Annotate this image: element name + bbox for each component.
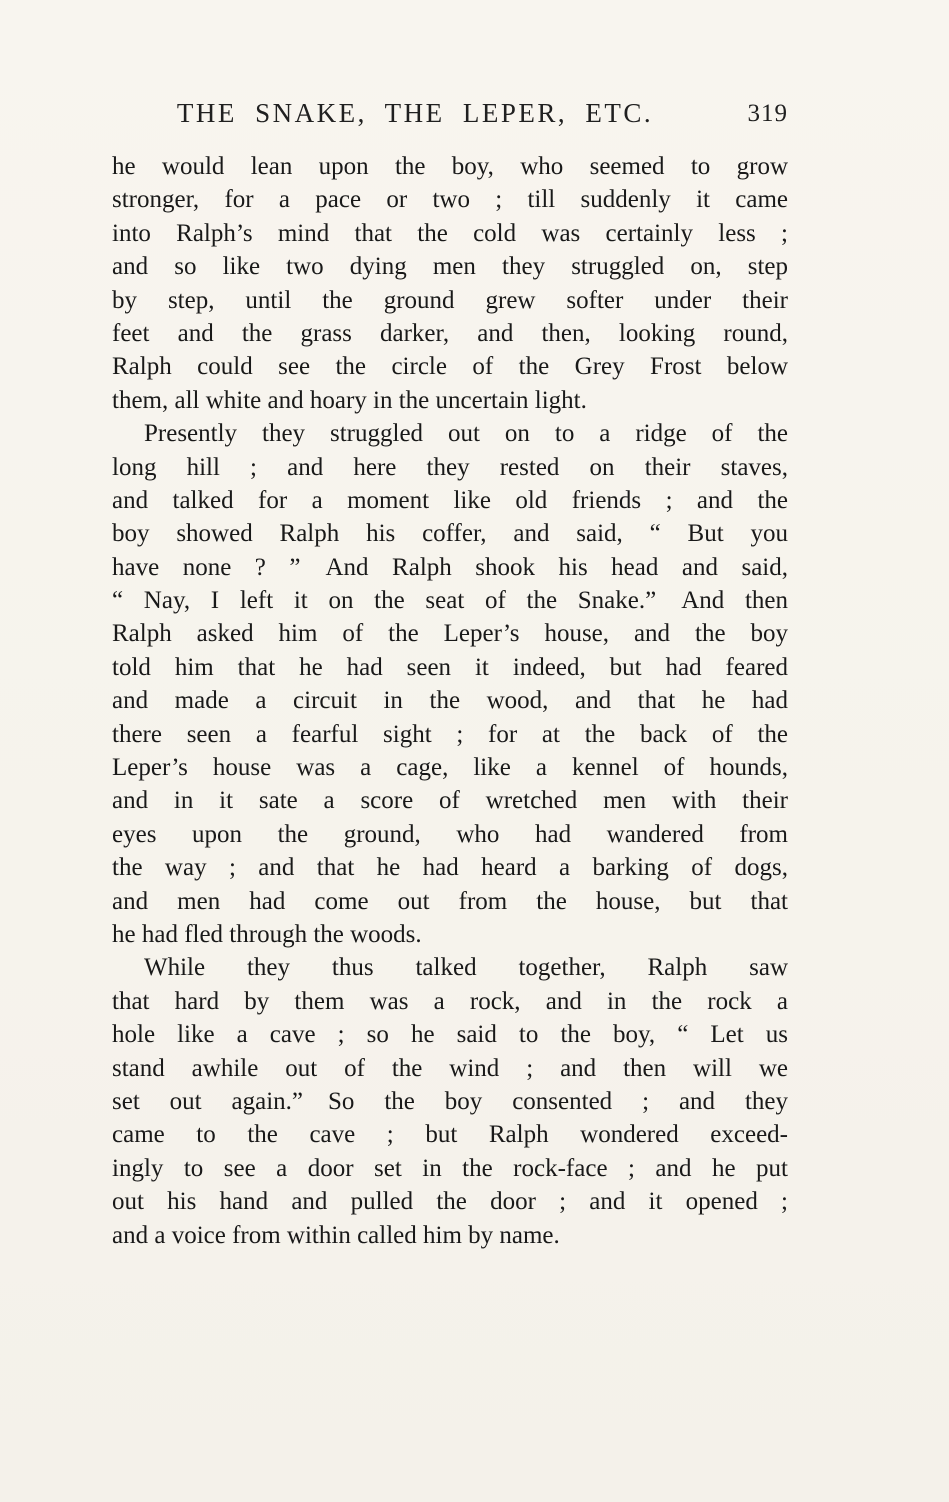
text-line: boy showed Ralph his coffer, and said, “ But you [112, 520, 788, 548]
text-line: ingly to see a door set in the rock-face ; and he put [112, 1154, 788, 1182]
text-line: came to the cave ; but Ralph wondered exceed- [112, 1121, 788, 1149]
paragraph [112, 417, 788, 951]
text-line: hole like a cave ; so he said to the boy, “ Let us [112, 1021, 788, 1049]
text-line: and a voice from within called him by name. [112, 1221, 560, 1249]
text-line: “ Nay, I left it on the seat of the Snake.” And then [112, 587, 788, 615]
text-line: told him that he had seen it indeed, but had feared [112, 653, 788, 681]
text-line: eyes upon the ground, who had wandered from [112, 820, 788, 848]
text-line: long hill ; and here they rested on their staves, [112, 453, 788, 481]
text-line: and so like two dying men they struggled on, step [112, 253, 788, 281]
page-number: 319 [747, 100, 788, 127]
text-line: stronger, for a pace or two ; till suddenly it came [112, 186, 788, 214]
text-line: Presently they struggled out on to a ridge of the [144, 420, 788, 448]
text-line: that hard by them was a rock, and in the rock a [112, 987, 788, 1015]
text-line: he would lean upon the boy, who seemed to grow [112, 153, 788, 180]
text-line: by step, until the ground grew softer under their [112, 286, 788, 314]
text-line: Leper’s house was a cage, like a kennel of hounds, [112, 754, 788, 782]
text-block [112, 150, 788, 1252]
text-line: While they thus talked together, Ralph saw [144, 954, 788, 982]
text-line: feet and the grass darker, and then, looking round, [112, 319, 788, 347]
text-line: and made a circuit in the wood, and that he had [112, 687, 788, 715]
text-line: them, all white and hoary in the uncertain light. [112, 386, 587, 414]
text-line: the way ; and that he had heard a barking of dogs, [112, 854, 788, 882]
text-line: and talked for a moment like old friends ; and the [112, 486, 788, 514]
running-header [112, 98, 788, 134]
text-line: set out again.” So the boy consented ; and they [112, 1087, 788, 1115]
text-line: there seen a fearful sight ; for at the back of the [112, 720, 788, 748]
text-line: out his hand and pulled the door ; and it opened ; [112, 1188, 788, 1216]
text-line: Ralph could see the circle of the Grey Frost below [112, 353, 788, 381]
text-line: and men had come out from the house, but that [112, 887, 788, 915]
text-line: and in it sate a score of wretched men with their [112, 787, 788, 815]
text-line: have none ? ” And Ralph shook his head and said, [112, 553, 788, 581]
text-line: he had fled through the woods. [112, 920, 422, 948]
paragraph [112, 150, 788, 417]
text-line: stand awhile out of the wind ; and then will we [112, 1054, 788, 1082]
paragraph [112, 951, 788, 1252]
text-line: into Ralph’s mind that the cold was certainly less ; [112, 219, 788, 247]
text-line: Ralph asked him of the Leper’s house, and the boy [112, 620, 788, 648]
chapter-title: THE SNAKE, THE LEPER, ETC. [176, 98, 654, 128]
